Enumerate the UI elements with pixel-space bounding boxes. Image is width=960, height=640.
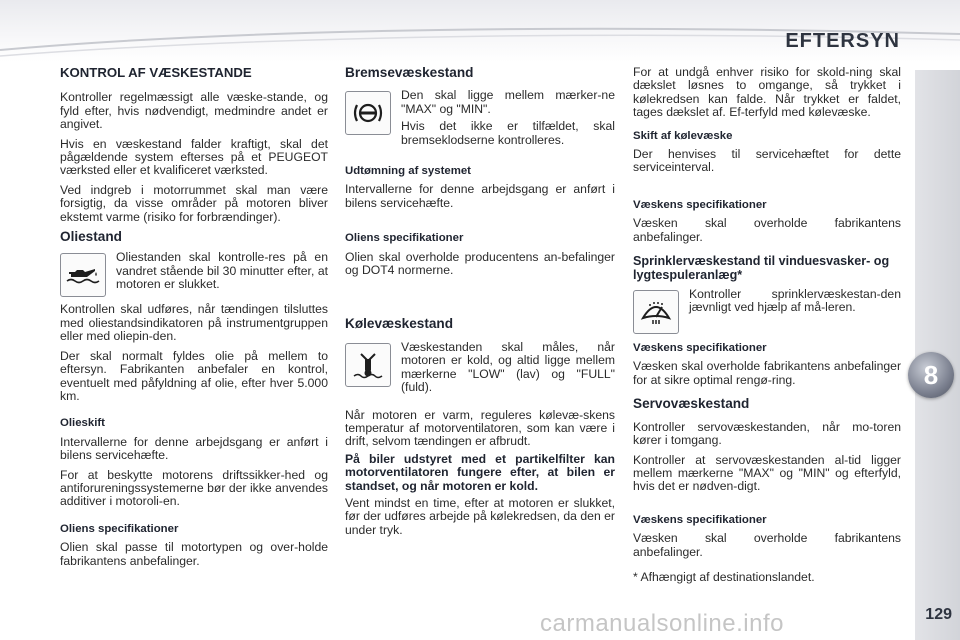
steering-spec-text: Væsken skal overholde fabrikantens anbefalinger. xyxy=(633,531,901,559)
column-left xyxy=(60,66,328,574)
coolant-paragraph: Vent mindst en time, efter at motoren er slukket, før der udføres arbejde på kølekredsen, da den er under tryk. xyxy=(345,495,615,537)
power-steering-heading: Servovæskestand xyxy=(633,396,750,412)
oil-can-icon xyxy=(60,253,106,297)
brake-fluid-icon-row xyxy=(345,89,615,151)
washer-spec-heading: Væskens specifikationer xyxy=(633,342,767,355)
coolant-spec-heading: Væskens specifikationer xyxy=(633,198,767,211)
page-number: 129 xyxy=(925,606,952,623)
chapter-title: EFTERSYN xyxy=(785,30,900,52)
brake-fluid-icon-text: Hvis det ikke er tilfældet, skal bremseklodserne kontrolleres. xyxy=(401,119,615,147)
coolant-spec-text: Væsken skal overholde fabrikantens anbefalinger. xyxy=(633,216,901,244)
coolant-heading: Kølevæskestand xyxy=(345,316,454,332)
coolant-icon-row xyxy=(345,341,615,399)
watermark: carmanualsonline.info xyxy=(540,610,784,637)
column-middle xyxy=(345,66,615,543)
oil-spec-heading: Oliens specifikationer xyxy=(60,522,179,535)
brake-spec-text: Olien skal overholde producentens an-befalinger og DOT4 normerne. xyxy=(345,249,615,278)
coolant-warning-bold: På biler udstyret med et partikelfilter kan motorventilatoren fungere efter, at bilen er standset, og når motoren er kold. xyxy=(345,451,615,493)
drain-text: Intervallerne for denne arbejdsgang er anført i bilens servicehæfte. xyxy=(345,182,615,210)
oil-change-paragraph: For at beskytte motorens driftssikker-hed og antiforureningssystemerne bør der ikke anvendes additiver i motoroli-en. xyxy=(60,467,328,509)
brake-fluid-icon-text: Den skal ligge mellem mærker-ne "MAX" og "MIN". xyxy=(401,88,615,116)
scald-warning-text: For at undgå enhver risiko for skold-ning skal dækslet løsnes to omgange, så trykket i kølekredsen kan falde. Når trykket er faldet, tages dækslet af. Ef-terfyld med kølevæske. xyxy=(633,65,901,120)
oil-spec-text: Olien skal passe til motortypen og over-holde fabrikantens anbefalinger. xyxy=(60,540,328,568)
oil-change-heading: Olieskift xyxy=(60,417,105,430)
windscreen-washer-icon xyxy=(633,290,679,334)
oil-level-icon-text: Oliestanden skal kontrolle-res på en vandret stående bil 30 minutter efter, at motoren er slukket. xyxy=(116,250,328,292)
brake-fluid-heading: Bremsevæskestand xyxy=(345,65,474,80)
footnote: * Afhængigt af destinationslandet. xyxy=(633,569,815,584)
brake-spec-heading: Oliens specifikationer xyxy=(345,232,464,245)
oil-paragraph: Der skal normalt fyldes olie på mellem to eftersyn. Fabrikanten anbefaler en kontrol, eventuelt med påfyldning af olie, efter hver 5.000 km. xyxy=(60,348,328,403)
power-steering-paragraph: Kontroller servovæskestanden, når mo-toren kører i tomgang. xyxy=(633,419,901,448)
washer-fluid-heading: Sprinklervæskestand til vinduesvasker- og lygtespuleranlæg* xyxy=(633,254,890,283)
washer-fluid-icon-text: Kontroller sprinklervæskestan-den jævnligt ved hjælp af må-leren. xyxy=(689,287,901,315)
intro-paragraph: Hvis en væskestand falder kraftigt, skal det pågældende system efterses på et PEUGEOT værksted eller et kvalificeret værksted. xyxy=(60,136,328,178)
washer-spec-text: Væsken skal overholde fabrikantens anbefalinger for at sikre optimal rengø-ring. xyxy=(633,359,901,387)
coolant-paragraph: Når motoren er varm, reguleres kølevæ-skens temperatur af motorventilatoren, som kan være i drift, selvom tændingen er afbrudt. xyxy=(345,407,615,449)
washer-fluid-icon-row xyxy=(633,288,901,334)
intro-paragraph: Kontroller regelmæssigt alle væske-stande, og fyld efter, hvis nødvendigt, medmindre andet er angivet. xyxy=(60,90,328,132)
coolant-icon-text: Væskestanden skal måles, når motoren er kold, og altid ligge mellem mærkerne "LOW" (lav) og "FULL" (fuld). xyxy=(401,339,615,395)
section-heading-fluid-levels: KONTROL AF VÆSKESTANDE xyxy=(60,65,252,80)
column-right xyxy=(633,66,901,590)
oil-paragraph: Kontrollen skal udføres, når tændingen tilsluttes med oliestandsindikatoren på instrumentgruppen eller med oliepin-den. xyxy=(60,302,328,344)
chapter-tab[interactable]: 8 xyxy=(908,352,954,398)
steering-spec-heading: Væskens specifikationer xyxy=(633,513,767,526)
oil-level-heading: Oliestand xyxy=(60,229,122,245)
coolant-change-text: Der henvises til servicehæftet for dette serviceinterval. xyxy=(633,147,901,175)
brake-warning-icon xyxy=(345,91,391,135)
drain-heading: Udtømning af systemet xyxy=(345,165,471,178)
power-steering-paragraph: Kontroller at servovæskestanden al-tid ligger mellem mærkerne "MAX" og "MIN" og efterfyld, hvis det er nødven-digt. xyxy=(633,452,901,494)
oil-level-icon-row xyxy=(60,251,328,297)
intro-paragraph: Ved indgreb i motorrummet skal man være forsigtig, da visse områder på motoren bliver ekstemt varme (risiko for forbrændinger). xyxy=(60,182,328,224)
coolant-temperature-icon xyxy=(345,343,391,387)
oil-change-paragraph: Intervallerne for denne arbejdsgang er anført i bilens servicehæfte. xyxy=(60,434,328,463)
coolant-change-heading: Skift af kølevæske xyxy=(633,129,733,142)
